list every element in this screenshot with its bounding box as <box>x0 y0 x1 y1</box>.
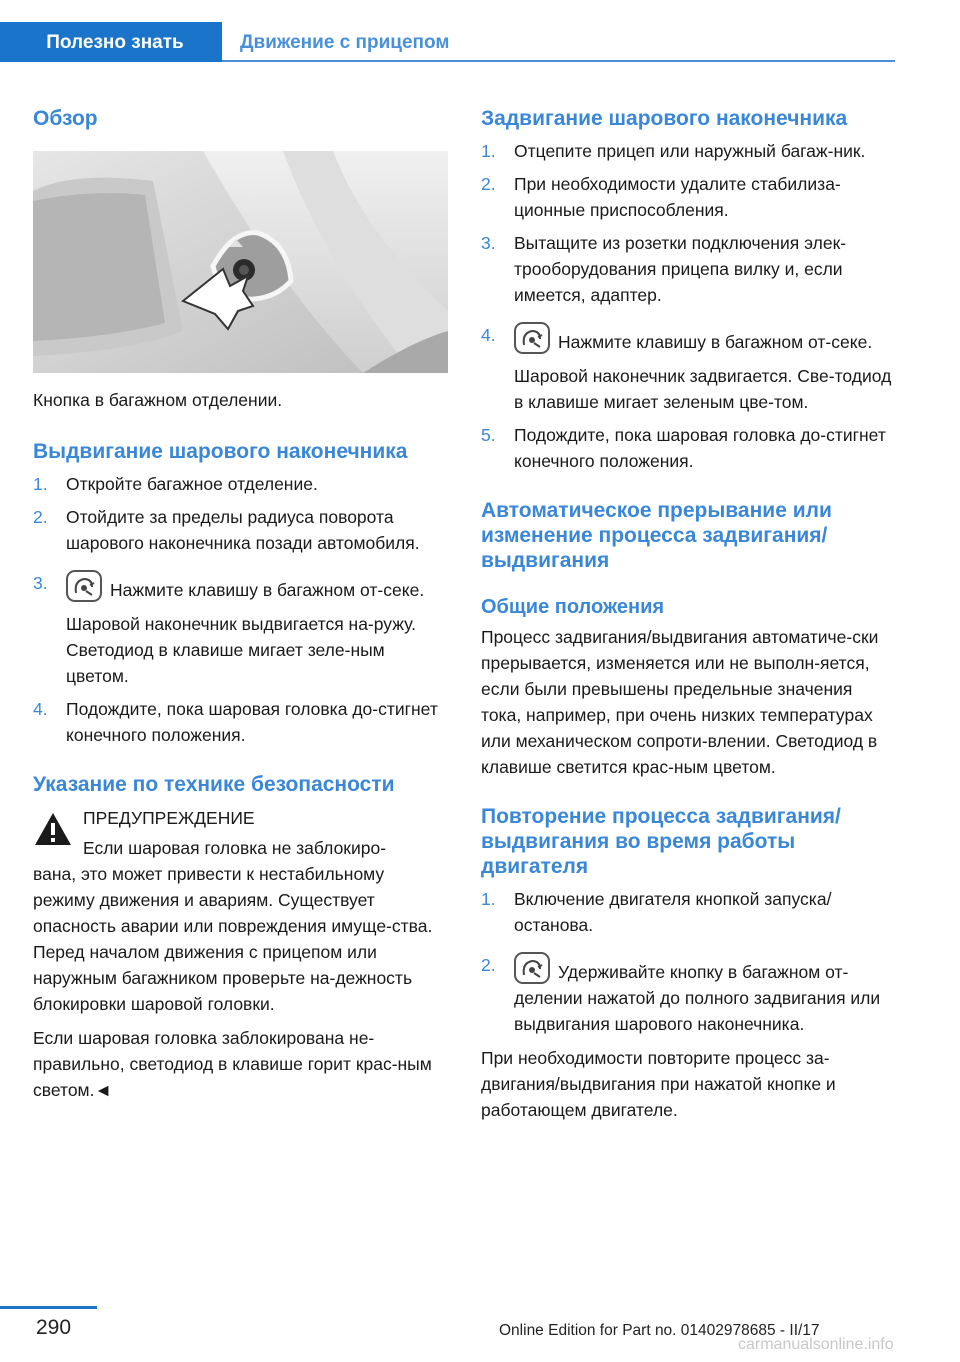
list-item <box>481 952 896 1037</box>
extend-heading: Выдвигание шарового наконечника <box>33 440 408 463</box>
trunk-button-icon <box>514 322 550 354</box>
retract-heading: Задвигание шарового наконечника <box>481 107 848 130</box>
step-number: 4. <box>33 699 48 719</box>
step-text: При необходимости удалите стабилиза-ционные приспособления. <box>514 174 841 220</box>
list-item <box>481 422 896 474</box>
list-item <box>481 886 896 938</box>
trunk-button-photo <box>33 151 448 373</box>
warning-triangle-icon <box>33 811 73 847</box>
step-text: Подождите, пока шаровая головка до-стигнет конечного положения. <box>66 699 438 745</box>
step-number: 2. <box>33 507 48 527</box>
footer-rule <box>0 1306 97 1309</box>
step-text: Откройте багажное отделение. <box>66 474 318 494</box>
header-rule <box>222 60 895 62</box>
left-column <box>33 100 448 1103</box>
warning-text-first-line: Если шаровая головка не заблокиро- <box>83 838 387 858</box>
photo-caption: Кнопка в багажном отделении. <box>33 390 283 410</box>
step-text: Нажмите клавишу в багажном от-секе. <box>558 332 873 352</box>
step-text: Включение двигателя кнопкой запуска/ останова. <box>514 889 832 935</box>
step-text: Удерживайте кнопку в багажном от-делении нажатой до полного задвигания или выдвигания шарового наконечника. <box>514 962 881 1034</box>
warning-label: ПРЕДУПРЕЖДЕНИЕ <box>83 808 255 828</box>
warning-block <box>33 805 448 1103</box>
step-number: 1. <box>481 889 496 909</box>
step-number: 5. <box>481 425 496 445</box>
repeat-note: При необходимости повторите процесс за-двигания/выдвигания при нажатой кнопке и работающем двигателе. <box>481 1048 836 1120</box>
step-text: Нажмите клавишу в багажном от-секе. <box>110 580 425 600</box>
step-text: Подождите, пока шаровая головка до-стигнет конечного положения. <box>514 425 886 471</box>
list-item <box>481 322 896 415</box>
step-number: 2. <box>481 174 496 194</box>
list-item <box>481 230 896 308</box>
step-text: Отойдите за пределы радиуса поворота шарового наконечника позади автомобиля. <box>66 507 420 553</box>
step-text: Вытащите из розетки подключения элек-трооборудования прицепа вилку и, если имеется, адаптер. <box>514 233 847 305</box>
trunk-button-icon <box>66 570 102 602</box>
extend-steps <box>33 471 448 748</box>
list-item <box>33 504 448 556</box>
overview-heading: Обзор <box>33 107 98 130</box>
warning-note: Если шаровая головка заблокирована не-правильно, светодиод в клавише горит крас-ным светом.◄ <box>33 1028 432 1100</box>
list-item <box>481 171 896 223</box>
list-item <box>33 696 448 748</box>
step-subtext: Шаровой наконечник задвигается. Све-тодиод в клавише мигает зеленым цве-том. <box>514 366 892 412</box>
warning-text: вана, это может привести к нестабильному режиму движения и авариям. Существует опасность аварии или повреждения имуще-ства. Перед началом движения с прицепом или наружным багажником проверьте на-дежность блокировки шаровой головки. <box>33 864 433 1014</box>
section-tab[interactable]: Движение с прицепом <box>240 32 450 53</box>
auto-interrupt-heading: Автоматическое прерывание или изменение процесса задвигания/ выдвигания <box>481 499 832 572</box>
right-column <box>481 100 896 1123</box>
chapter-tab[interactable]: Полезно знать <box>0 22 222 62</box>
trunk-button-icon <box>514 952 550 984</box>
trunk-photo-illustration <box>33 151 448 373</box>
step-text: Отцепите прицеп или наружный багаж-ник. <box>514 141 866 161</box>
watermark: carmanualsonline.info <box>738 1336 894 1353</box>
step-number: 2. <box>481 955 496 975</box>
page-number: 290 <box>36 1316 72 1339</box>
step-subtext: Шаровой наконечник выдвигается на-ружу. Светодиод в клавише мигает зеле-ным цветом. <box>66 614 416 686</box>
step-number: 1. <box>33 474 48 494</box>
list-item <box>481 138 896 164</box>
safety-heading: Указание по технике безопасности <box>33 773 395 796</box>
retract-steps <box>481 138 896 474</box>
step-number: 3. <box>33 573 48 593</box>
general-heading: Общие положения <box>481 596 665 618</box>
repeat-heading: Повторение процесса задвигания/ выдвигания во время работы двигателя <box>481 805 841 878</box>
page-header <box>0 22 895 62</box>
step-number: 4. <box>481 325 496 345</box>
edition-note: Online Edition for Part no. 01402978685 - II/17 <box>499 1322 820 1339</box>
general-text: Процесс задвигания/выдвигания автоматиче-ски прерывается, изменяется или не выполн-яется, если были превышены предельные значения тока, например, при очень низких температурах или механическом сопроти-влении. Светодиод в клавише светится крас-ным цветом. <box>481 627 879 777</box>
list-item <box>33 471 448 497</box>
step-number: 3. <box>481 233 496 253</box>
repeat-steps <box>481 886 896 1037</box>
list-item <box>33 570 448 689</box>
step-number: 1. <box>481 141 496 161</box>
